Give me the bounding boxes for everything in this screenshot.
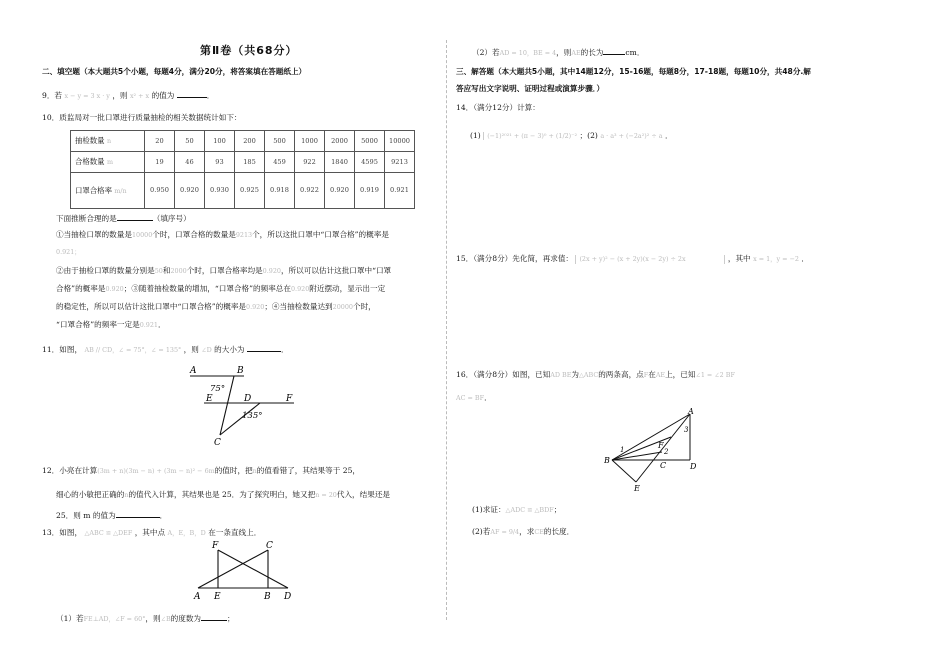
question-12-line-2: 细心的小敏把正确的n的值代入计算，其结果也是 25．为了探究明白，她又把n = 20代入，结果还是	[56, 490, 391, 499]
label-E: E	[214, 592, 221, 602]
answer-section-heading-1: 三、解答题（本大题共5小题，其中14题12分，15-16题，每题8分，17-18题，每题10分，共48分.解	[456, 67, 811, 76]
q10-statement-1-cont: 0.921；	[56, 248, 81, 256]
label-E: E	[634, 484, 640, 492]
row-header: 抽检数量 n	[71, 131, 145, 152]
q11-answer-blank[interactable]	[247, 344, 281, 352]
question-12-line-3: 25．则 m 的值为 ．	[56, 511, 168, 520]
q10-prompt: 下面推断合理的是 （填序号）	[56, 214, 191, 223]
row-header: 口罩合格率 m/n	[71, 173, 145, 209]
label-C: C	[266, 541, 273, 551]
label-D: D	[284, 592, 292, 602]
question-10-intro: 10．质监局对一批口罩进行质量抽检的相关数据统计如下：	[42, 113, 242, 122]
question-13: 13．如图， △ABC ≌ △DEF ，其中点 A，E，B，D 在一条直线上．	[42, 528, 262, 537]
q11-figure	[182, 362, 332, 446]
label-F: F	[212, 541, 219, 551]
label-angle-2: 2	[664, 448, 669, 456]
q10-statement-3: 合格”的概率是0.920；③随着抽检数量的增加，“口罩合格”的频率总在0.920附近摆动，显示出一定	[56, 284, 386, 293]
question-14-parts: (1) (−1)²⁰²¹ + (π − 3)⁰ + (1/2)⁻² ；(2) a · a³ + (−2a²)² ÷ a ．	[470, 131, 673, 140]
q10-statement-4: “口罩合格”的频率一定是0.921．	[56, 320, 166, 329]
label-E: E	[206, 394, 213, 404]
label-B: B	[604, 456, 610, 465]
question-14: 14．（满分12分）计算：	[456, 103, 540, 112]
label-D: D	[690, 462, 697, 471]
question-9: 9．若 x − y = 3 x · y ，则 x² + x 的值为 ．	[42, 91, 215, 100]
label-C: C	[214, 438, 221, 446]
q13-figure	[192, 540, 302, 602]
question-16-part-2: (2)若AF = 9/4，求CE的长度．	[472, 527, 575, 536]
left-column	[42, 0, 438, 672]
q12-answer-blank[interactable]	[116, 510, 160, 518]
label-angle-3: 3	[684, 426, 689, 434]
right-column	[456, 0, 908, 672]
label-angle-1: 1	[620, 446, 625, 454]
row-header: 合格数量 m	[71, 152, 145, 173]
q10-statement-1: ①当抽检口罩的数量是10000个时，口罩合格的数量是9213个，所以这批口罩中“口罩合格”的概率是	[56, 230, 389, 239]
label-D: D	[244, 394, 252, 404]
q10-statement-2: ②由于抽检口罩的数量分别是50和2000个时，口罩合格率均是0.920，所以可以估计这批口罩中“口罩	[56, 266, 392, 275]
table-row: 抽检数量 n 20 50 100 200 500 1000 2000 5000 10000	[71, 131, 415, 152]
q10-answer-blank[interactable]	[117, 213, 153, 221]
table-row: 合格数量 m 19 46 93 185 459 922 1840 4595 9213	[71, 152, 415, 173]
label-C: C	[660, 461, 667, 470]
fill-section-heading: 二、填空题（本大题共5个小题，每题4分，满分20分，将答案填在答题纸上）	[42, 67, 307, 76]
label-F: F	[658, 441, 664, 450]
label-B: B	[264, 592, 271, 602]
q13-1-answer-blank[interactable]	[201, 613, 227, 621]
question-16-line-2: AC = BF．	[456, 393, 492, 402]
question-16-part-1: (1)求证：△ADC ≌ △BDF；	[472, 505, 562, 514]
q13-2-answer-blank[interactable]	[603, 47, 625, 55]
table-row: 口罩合格率 m/n 0.950 0.920 0.930 0.925 0.918 0.922 0.920 0.919 0.921	[71, 173, 415, 209]
angle-75: 75°	[210, 384, 226, 394]
label-A: A	[688, 407, 694, 416]
label-B: B	[237, 366, 244, 376]
q10-statement-3-cont: 的稳定性，所以可以估计这批口罩中“口罩合格”的概率是0.920；④当抽检数量达到20000个时，	[56, 302, 376, 311]
label-A: A	[194, 592, 201, 602]
question-15: 15．（满分8分）先化简，再求值： (2x + y)² − (x + 2y)(x − 2y) ÷ 2x ，其中 x = 1，y = −2 ．	[456, 254, 810, 263]
question-13-part-2: （2）若AD = 10，BE = 4，则AE的长为 cm．	[472, 48, 645, 57]
label-F: F	[286, 394, 293, 404]
label-A: A	[190, 366, 197, 376]
question-12-line-1: 12．小亮在计算(3m + n)(3m − n) + (3m − n)² − 6m的值时，把n的值看错了，其结果等于 25，	[42, 466, 360, 475]
answer-section-heading-2: 答应写出文字说明、证明过程或演算步骤．）	[456, 84, 605, 93]
angle-135: 135°	[242, 411, 263, 421]
q16-figure	[604, 406, 708, 492]
column-divider	[446, 40, 447, 620]
page-title: 第Ⅱ卷（共68分）	[200, 44, 298, 57]
question-16-line-1: 16．（满分8分）如图，已知AD BE为△ABC的两条高，点F在AE上，已知∠1 = ∠2 BF	[456, 370, 735, 379]
q9-answer-blank[interactable]	[177, 90, 207, 98]
question-13-part-1: （1）若FE⊥AD，∠F = 60°，则∠B的度数为 ；	[56, 614, 235, 623]
question-11: 11．如图， AB // CD，∠ = 75°，∠ = 135° ，则 ∠D 的大小为 ．	[42, 345, 289, 354]
inspection-table	[70, 130, 415, 209]
